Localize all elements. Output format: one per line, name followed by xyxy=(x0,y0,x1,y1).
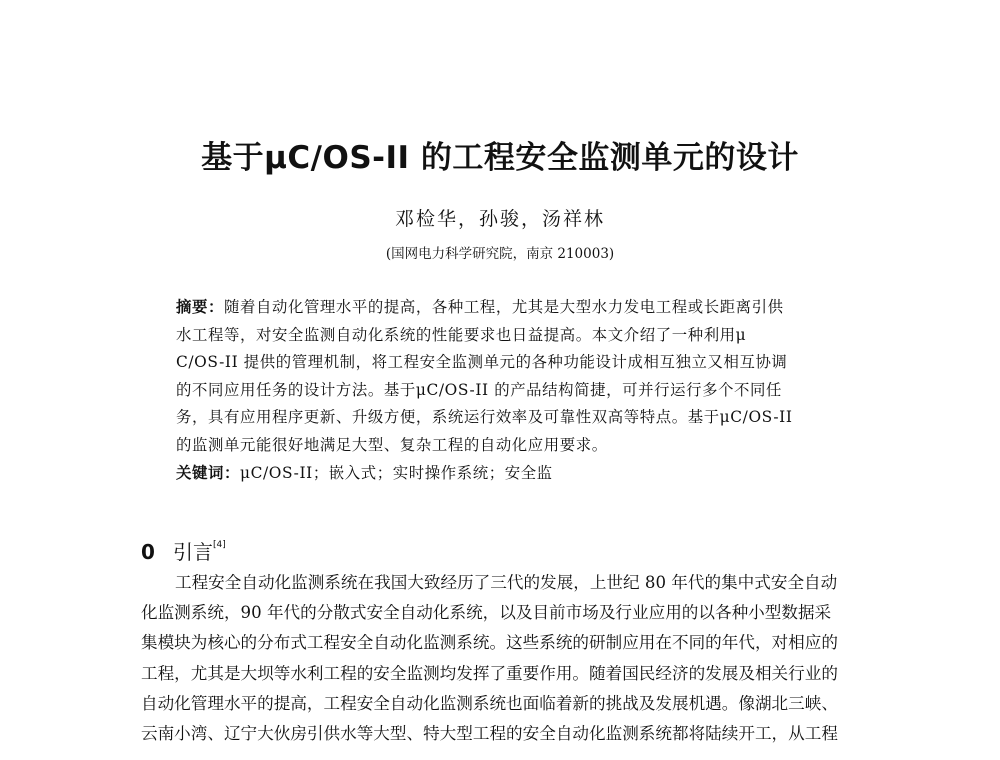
body-line: 自动化管理水平的提高，工程安全自动化监测系统也面临着新的挑战及发展机遇。像湖北三峡、 xyxy=(141,693,838,713)
body-line: 云南小湾、辽宁大伙房引供水等大型、特大型工程的安全自动化监测系统都将陆续开工，从工程 xyxy=(141,723,838,743)
body-line: 集模块为核心的分布式工程安全自动化监测系统。这些系统的研制应用在不同的年代，对相应的 xyxy=(141,633,838,653)
abstract-line xyxy=(176,294,876,322)
abstract-line: C/OS-II 提供的管理机制，将工程安全监测单元的各种功能设计成相互独立又相互协调 xyxy=(176,353,788,372)
abstract-line: 的不同应用任务的设计方法。基于μC/OS-II 的产品结构简捷，可并行运行多个不同任 xyxy=(176,380,783,399)
abstract-block xyxy=(176,294,876,487)
body-paragraph xyxy=(141,568,881,749)
author-list: 邓检华，孙骏，汤祥林 xyxy=(394,208,605,230)
keywords-text: μC/OS-II；嵌入式；实时操作系统；安全监 xyxy=(239,463,553,482)
body-line: 工程安全自动化监测系统在我国大致经历了三代的发展，上世纪 80 年代的集中式安全自动 xyxy=(175,573,838,592)
section-citation: [4] xyxy=(213,540,226,550)
abstract-line: 水工程等，对安全监测自动化系统的性能要求也日益提高。本文介绍了一种利用μ xyxy=(176,325,747,344)
abstract-line: 的监测单元能很好地满足大型、复杂工程的自动化应用要求。 xyxy=(176,435,608,454)
section-number: 0 xyxy=(141,540,155,564)
keywords-line xyxy=(176,460,876,488)
keywords-label: 关键词： xyxy=(176,463,240,482)
paper-title: 基于μC/OS-II 的工程安全监测单元的设计 xyxy=(201,140,799,176)
abstract-text: 随着自动化管理水平的提高，各种工程，尤其是大型水力发电工程或长距离引供 xyxy=(223,298,784,316)
body-line: 化监测系统，90 年代的分散式安全自动化系统，以及目前市场及行业应用的以各种小型数据采 xyxy=(141,603,832,623)
body-line: 工程，尤其是大坝等水利工程的安全监测均发挥了重要作用。随着国民经济的发展及相关行业的 xyxy=(141,663,838,683)
section-heading xyxy=(141,536,226,565)
abstract-line: 务，具有应用程序更新、升级方便，系统运行效率及可靠性双高等特点。基于μC/OS-II xyxy=(176,408,793,427)
section-title: 引言 xyxy=(173,540,213,564)
affiliation: (国网电力科学研究院，南京 210003) xyxy=(385,246,615,262)
abstract-label: 摘要： xyxy=(176,298,224,316)
